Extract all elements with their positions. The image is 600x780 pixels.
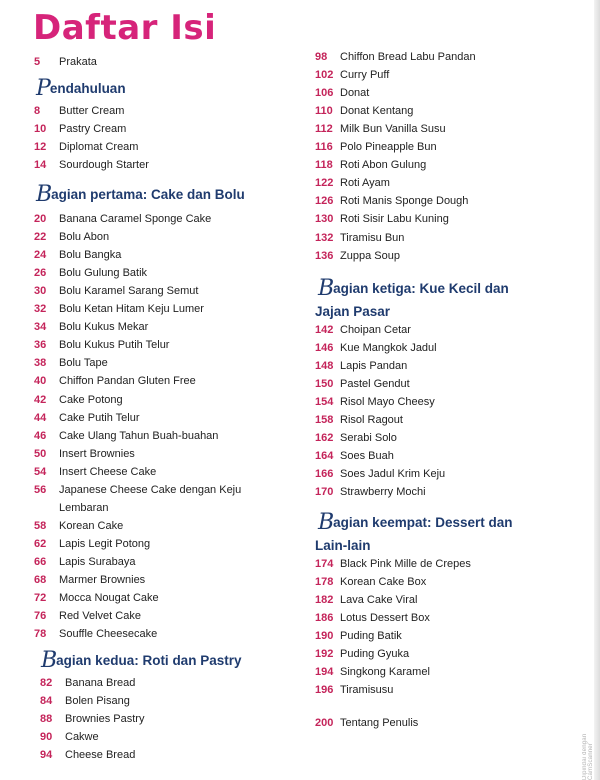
entry-title: Bolu Abon bbox=[59, 231, 110, 244]
page-number: 8 bbox=[34, 105, 41, 117]
page-number: 186 bbox=[315, 612, 334, 625]
entry-title: Cheese Bread bbox=[65, 749, 136, 762]
page-number: 54 bbox=[34, 465, 47, 478]
page-number: 178 bbox=[315, 576, 334, 589]
entry-title: Puding Batik bbox=[340, 630, 402, 643]
page-number: 102 bbox=[315, 69, 334, 82]
page-number: 22 bbox=[34, 231, 47, 244]
page-number: 182 bbox=[315, 594, 334, 607]
entry-title: Milk Bun Vanilla Susu bbox=[340, 123, 446, 136]
page-number: 130 bbox=[315, 213, 334, 226]
page-number: 158 bbox=[315, 414, 334, 427]
page-number: 62 bbox=[34, 537, 47, 550]
entry-title: Polo Pineapple Bun bbox=[340, 141, 437, 154]
entry-title: Lava Cake Viral bbox=[340, 594, 418, 607]
entry-title: Bolu Kukus Putih Telur bbox=[59, 339, 170, 352]
page-number: 196 bbox=[315, 684, 334, 697]
heading-initial: B bbox=[41, 648, 58, 673]
page-number: 20 bbox=[34, 213, 47, 225]
entry-title: Donat Kentang bbox=[340, 105, 414, 118]
entry-title: Prakata bbox=[59, 56, 97, 68]
entry-title: Korean Cake Box bbox=[340, 576, 427, 589]
page-number: 10 bbox=[34, 123, 47, 136]
page-number: 78 bbox=[34, 628, 47, 641]
entry-title: Chiffon Bread Labu Pandan bbox=[340, 51, 476, 63]
page-title: Daftar Isi bbox=[33, 8, 217, 48]
page-number: 32 bbox=[34, 303, 47, 316]
entry-title: Serabi Solo bbox=[340, 432, 397, 445]
entry-title: Korean Cake bbox=[59, 519, 124, 532]
entry-title: Roti Manis Sponge Dough bbox=[340, 195, 469, 208]
entry-title: Zuppa Soup bbox=[340, 249, 400, 262]
page-number: 38 bbox=[34, 357, 47, 370]
heading-initial: B bbox=[318, 276, 335, 301]
page-number: 142 bbox=[315, 324, 334, 336]
page-number: 146 bbox=[315, 342, 334, 355]
page-number: 194 bbox=[315, 666, 334, 679]
entry-title: Cakwe bbox=[65, 731, 99, 744]
page-number: 116 bbox=[315, 141, 333, 154]
entry-title: Pastry Cream bbox=[59, 123, 127, 136]
entry-title: Japanese Cheese Cake dengan Keju bbox=[59, 483, 242, 496]
page-number: 162 bbox=[315, 432, 334, 445]
scan-edge bbox=[594, 0, 600, 780]
entry-title: Souffle Cheesecake bbox=[59, 628, 158, 641]
entry-title: Black Pink Mille de Crepes bbox=[340, 558, 471, 570]
page-number: 88 bbox=[40, 713, 53, 726]
entry-title: Mocca Nougat Cake bbox=[59, 592, 159, 605]
section-heading-bagian-ketiga-line2: Jajan Pasar bbox=[315, 304, 391, 319]
entry-title: Lapis Surabaya bbox=[59, 555, 136, 568]
entry-title: Risol Ragout bbox=[340, 414, 403, 427]
section-heading-pendahuluan bbox=[36, 76, 126, 101]
page-number: 136 bbox=[315, 249, 334, 262]
page-number: 50 bbox=[34, 447, 47, 460]
entry-title: Risol Mayo Cheesy bbox=[340, 396, 435, 409]
entry-title: Tiramisusu bbox=[340, 684, 394, 697]
entry-title: Roti Abon Gulung bbox=[340, 159, 427, 172]
page-number: 84 bbox=[40, 695, 53, 708]
page-number: 106 bbox=[315, 87, 334, 100]
entry-title: Red Velvet Cake bbox=[59, 610, 141, 623]
page-number: 112 bbox=[315, 123, 333, 136]
section-heading-bagian-kedua bbox=[41, 648, 242, 673]
entry-title: Bolu Karamel Sarang Semut bbox=[59, 285, 199, 298]
page-number: 82 bbox=[40, 677, 53, 689]
entry-title: Brownies Pastry bbox=[65, 713, 145, 726]
entry-title: Lapis Pandan bbox=[340, 360, 408, 373]
section-heading-bagian-keempat bbox=[318, 510, 513, 535]
entry-title: Donat bbox=[340, 87, 370, 100]
page-number: 68 bbox=[34, 574, 47, 586]
section-heading-bagian-keempat-line2: Lain-lain bbox=[315, 538, 371, 553]
page-number: 66 bbox=[34, 555, 47, 568]
page-number: 58 bbox=[34, 519, 47, 532]
page-number: 12 bbox=[34, 141, 47, 154]
entry-title: Lotus Dessert Box bbox=[340, 612, 430, 625]
entry-title: Strawberry Mochi bbox=[340, 486, 426, 499]
entry-title: Insert Cheese Cake bbox=[59, 465, 157, 478]
page-number: 56 bbox=[34, 483, 47, 496]
entry-title: Bolu Tape bbox=[59, 357, 108, 370]
page-number: 46 bbox=[34, 429, 47, 442]
page-number: 174 bbox=[315, 558, 334, 570]
page-number: 98 bbox=[315, 51, 328, 63]
page-number: 132 bbox=[315, 231, 334, 244]
page-number: 110 bbox=[315, 105, 333, 118]
page-number: 154 bbox=[315, 396, 334, 409]
entry-title: Sourdough Starter bbox=[59, 159, 149, 172]
page-number: 166 bbox=[315, 468, 334, 481]
entry-title: Kue Mangkok Jadul bbox=[340, 342, 437, 355]
heading-text: agian ketiga: Kue Kecil dan bbox=[333, 281, 509, 296]
entry-title: Diplomat Cream bbox=[59, 141, 139, 154]
scanner-watermark: Dipindai dengan CamScanner bbox=[582, 733, 594, 780]
entry-title: Cake Putih Telur bbox=[59, 411, 140, 424]
heading-text: agian kedua: Roti dan Pastry bbox=[56, 653, 242, 668]
entry-title: Banana Bread bbox=[65, 677, 136, 689]
entry-title: Tiramisu Bun bbox=[340, 231, 405, 244]
page-number: 118 bbox=[315, 159, 333, 172]
entry-title: Choipan Cetar bbox=[340, 324, 411, 336]
entry-title: Marmer Brownies bbox=[59, 574, 146, 586]
page-number: 190 bbox=[315, 630, 334, 643]
heading-initial: B bbox=[318, 510, 335, 535]
entry-title: Insert Brownies bbox=[59, 447, 135, 460]
heading-text: agian keempat: Dessert dan bbox=[333, 515, 513, 530]
entry-title: Roti Ayam bbox=[340, 177, 390, 190]
page-number: 164 bbox=[315, 450, 334, 463]
entry-title: Lembaran bbox=[59, 501, 109, 514]
page-number: 34 bbox=[34, 321, 47, 334]
entry-title: Banana Caramel Sponge Cake bbox=[59, 213, 212, 225]
page-number: 30 bbox=[34, 285, 47, 298]
entry-title: Bolen Pisang bbox=[65, 695, 130, 708]
entry-title: Bolu Kukus Mekar bbox=[59, 321, 149, 334]
entry-title: Soes Buah bbox=[340, 450, 394, 463]
page-number: 5 bbox=[34, 56, 41, 68]
page-number: 76 bbox=[34, 610, 47, 623]
entry-title: Bolu Bangka bbox=[59, 249, 122, 262]
entry-title: Cake Potong bbox=[59, 393, 123, 406]
page-number: 122 bbox=[315, 177, 334, 190]
entry-title: Bolu Ketan Hitam Keju Lumer bbox=[59, 303, 204, 316]
heading-initial: B bbox=[36, 182, 53, 207]
entry-title: Pastel Gendut bbox=[340, 378, 410, 391]
entry-title: Bolu Gulung Batik bbox=[59, 267, 148, 280]
heading-text: agian pertama: Cake dan Bolu bbox=[51, 187, 245, 202]
page-number: 24 bbox=[34, 249, 47, 262]
section-heading-bagian-ketiga bbox=[318, 276, 509, 301]
section-heading-bagian-pertama bbox=[36, 182, 245, 207]
page-number: 42 bbox=[34, 393, 47, 406]
page-number: 126 bbox=[315, 195, 334, 208]
entry-title: Soes Jadul Krim Keju bbox=[340, 468, 446, 481]
page-number: 26 bbox=[34, 267, 47, 280]
page-number: 94 bbox=[40, 749, 53, 762]
page-number: 192 bbox=[315, 648, 334, 661]
page-number: 150 bbox=[315, 378, 334, 391]
entry-title: Curry Puff bbox=[340, 69, 390, 82]
page-number: 90 bbox=[40, 731, 53, 744]
page-number: 40 bbox=[34, 375, 47, 388]
page-number: 14 bbox=[34, 159, 47, 172]
page-number: 148 bbox=[315, 360, 334, 373]
page-number: 200 bbox=[315, 717, 334, 729]
entry-title: Butter Cream bbox=[59, 105, 125, 117]
page-number: 72 bbox=[34, 592, 47, 605]
entry-title: Lapis Legit Potong bbox=[59, 537, 151, 550]
entry-title: Puding Gyuka bbox=[340, 648, 410, 661]
entry-title: Tentang Penulis bbox=[340, 717, 419, 729]
heading-initial: P bbox=[36, 76, 51, 101]
entry-title: Cake Ulang Tahun Buah-buahan bbox=[59, 429, 219, 442]
heading-text: endahuluan bbox=[49, 81, 126, 96]
entry-title: Chiffon Pandan Gluten Free bbox=[59, 375, 196, 388]
page-number: 36 bbox=[34, 339, 47, 352]
page-number: 44 bbox=[34, 411, 47, 424]
entry-title: Roti Sisir Labu Kuning bbox=[340, 213, 449, 226]
entry-title: Singkong Karamel bbox=[340, 666, 430, 679]
page-number: 170 bbox=[315, 486, 334, 499]
